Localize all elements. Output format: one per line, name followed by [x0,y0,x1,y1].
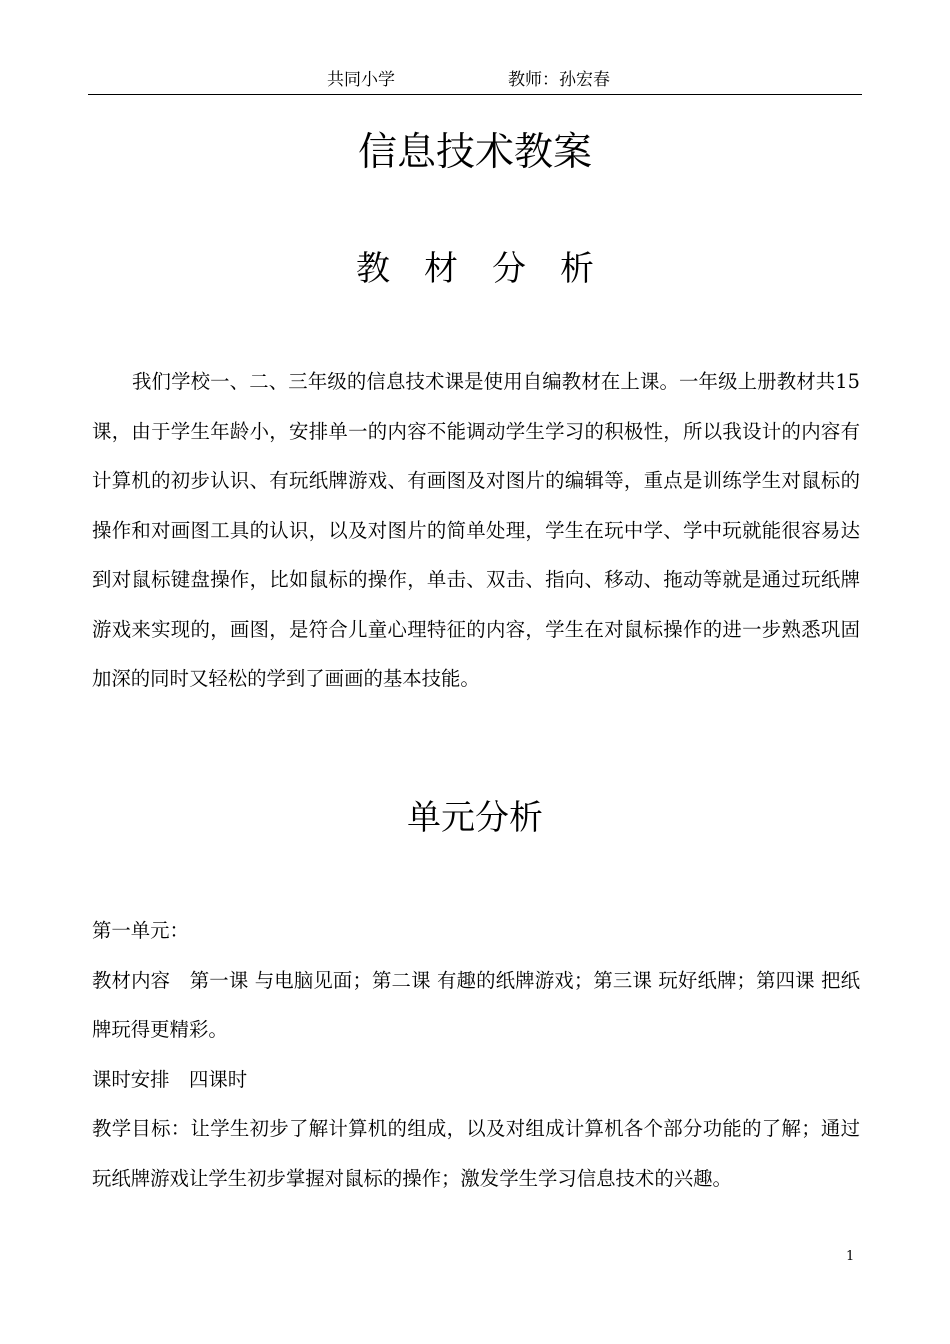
materials-analysis-paragraph: 我们学校一、二、三年级的信息技术课是使用自编教材在上课。一年级上册教材共15课，由于学生年龄小，安排单一的内容不能调动学生学习的积极性，所以我设计的内容有计算机的初步认识、有玩纸牌游戏、有画图及对图片的编辑等，重点是训练学生对鼠标的操作和对画图工具的认识，以及对图片的简单处理，学生在玩中学、学中玩就能很容易达到对鼠标键盘操作，比如鼠标的操作，单击、双击、指向、移动、拖动等就是通过玩纸牌游戏来实现的，画图，是符合儿童心理特征的内容，学生在对鼠标操作的进一步熟悉巩固加深的同时又轻松的学到了画画的基本技能。 [92,370,860,690]
unit-goals: 教学目标：让学生初步了解计算机的组成，以及对组成计算机各个部分功能的了解；通过玩纸牌游戏让学生初步掌握对鼠标的操作；激发学生学习信息技术的兴趣。 [92,1117,860,1190]
unit-label: 第一单元： [92,919,189,942]
document-title: 信息技术教案 [357,130,592,175]
page-header [88,66,862,95]
unit-analysis-block [92,906,860,1203]
header-school: 共同小学 [327,70,395,90]
unit-content: 教材内容 第一课 与电脑见面；第二课 有趣的纸牌游戏；第三课 玩好纸牌；第四课 把纸牌玩得更精彩。 [92,968,860,1041]
unit-hours: 课时安排 四课时 [92,1067,248,1091]
section-heading-unit-analysis: 单元分析 [407,798,543,838]
header-teacher: 教师：孙宏春 [508,70,610,90]
page-number: 1 [846,1249,855,1264]
section-heading-materials-analysis: 教材分析 [356,249,628,289]
